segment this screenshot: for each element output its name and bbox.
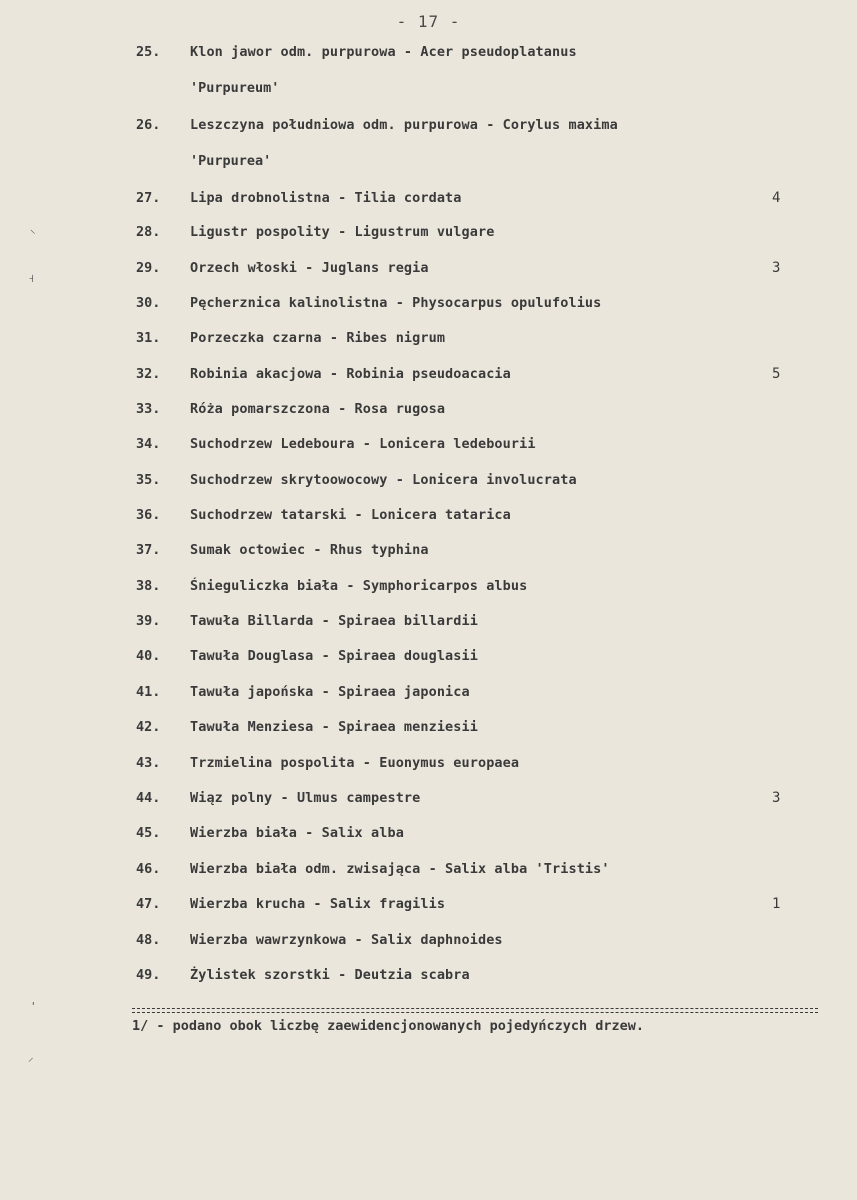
item-text: Wiąz polny - Ulmus campestre (190, 790, 421, 806)
item-number: 34. (136, 436, 161, 452)
item-number: 27. (136, 190, 161, 206)
item-number: 31. (136, 330, 161, 346)
list-item (0, 932, 857, 962)
list-item (0, 295, 857, 325)
page-number: - 17 - (396, 12, 461, 31)
item-count: 1 (772, 896, 781, 912)
list-item (0, 861, 857, 891)
item-text: Śnieguliczka biała - Symphoricarpos albus (190, 578, 528, 594)
item-text: Suchodrzew Ledeboura - Lonicera ledebourii (190, 436, 536, 452)
item-text: Orzech włoski - Juglans regia (190, 260, 429, 276)
list-item (0, 190, 857, 220)
item-text: Robinia akacjowa - Robinia pseudoacacia (190, 366, 511, 382)
item-text: Tawuła Douglasa - Spiraea douglasii (190, 648, 478, 664)
item-continuation: 'Purpurea' (190, 153, 272, 169)
item-text: Suchodrzew tatarski - Lonicera tatarica (190, 507, 511, 523)
item-number: 46. (136, 861, 161, 877)
item-text: Lipa drobnolistna - Tilia cordata (190, 190, 462, 206)
item-text: Ligustr pospolity - Ligustrum vulgare (190, 224, 495, 240)
list-item (0, 648, 857, 678)
item-number: 26. (136, 117, 161, 133)
item-text: Wierzba krucha - Salix fragilis (190, 896, 446, 912)
list-item (0, 613, 857, 643)
list-item (0, 436, 857, 466)
item-number: 28. (136, 224, 161, 240)
item-text: Leszczyna południowa odm. purpurowa - Corylus maxima (190, 117, 618, 133)
list-item (0, 401, 857, 431)
list-item (0, 825, 857, 855)
item-number: 30. (136, 295, 161, 311)
item-number: 42. (136, 719, 161, 735)
item-continuation: 'Purpureum' (190, 80, 280, 96)
item-number: 44. (136, 790, 161, 806)
item-number: 39. (136, 613, 161, 629)
item-number: 36. (136, 507, 161, 523)
item-number: 33. (136, 401, 161, 417)
list-item (0, 790, 857, 820)
item-text: Sumak octowiec - Rhus typhina (190, 542, 429, 558)
item-text: Tawuła Billarda - Spiraea billardii (190, 613, 478, 629)
list-item (0, 44, 857, 74)
item-count: 3 (772, 260, 781, 276)
item-count: 3 (772, 790, 781, 806)
list-item (0, 896, 857, 926)
list-item (0, 366, 857, 396)
item-number: 41. (136, 684, 161, 700)
item-text: Wierzba biała - Salix alba (190, 825, 404, 841)
list-item (0, 472, 857, 502)
item-number: 29. (136, 260, 161, 276)
margin-mark: ˧ (28, 272, 35, 285)
list-item (0, 755, 857, 785)
list-item (0, 719, 857, 749)
item-number: 40. (136, 648, 161, 664)
item-text: Suchodrzew skrytoowocowy - Lonicera involucrata (190, 472, 577, 488)
margin-mark: ⸝ (28, 1051, 34, 1064)
item-number: 35. (136, 472, 161, 488)
item-text: Klon jawor odm. purpurowa - Acer pseudoplatanus (190, 44, 577, 60)
footnote: 1/ - podano obok liczbę zaewidencjonowanych pojedyńczych drzew. (132, 1018, 645, 1034)
separator-rule (132, 1008, 818, 1013)
list-item (0, 542, 857, 572)
list-item (0, 260, 857, 290)
item-number: 43. (136, 755, 161, 771)
item-text: Żylistek szorstki - Deutzia scabra (190, 967, 470, 983)
item-number: 47. (136, 896, 161, 912)
item-number: 32. (136, 366, 161, 382)
list-item (0, 330, 857, 360)
item-text: Trzmielina pospolita - Euonymus europaea (190, 755, 520, 771)
item-count: 4 (772, 190, 781, 206)
item-text: Tawuła Menziesa - Spiraea menziesii (190, 719, 478, 735)
item-number: 45. (136, 825, 161, 841)
item-text: Wierzba biała odm. zwisająca - Salix alba 'Tristis' (190, 861, 610, 877)
list-item (0, 224, 857, 254)
margin-mark: ' (30, 1000, 37, 1013)
list-item (0, 967, 857, 997)
list-item (0, 684, 857, 714)
list-item (0, 507, 857, 537)
margin-mark: ⸜ (30, 223, 36, 236)
item-number: 37. (136, 542, 161, 558)
item-text: Pęcherznica kalinolistna - Physocarpus opulufolius (190, 295, 602, 311)
item-number: 48. (136, 932, 161, 948)
item-count: 5 (772, 366, 781, 382)
item-text: Róża pomarszczona - Rosa rugosa (190, 401, 446, 417)
item-text: Wierzba wawrzynkowa - Salix daphnoides (190, 932, 503, 948)
list-item (0, 578, 857, 608)
item-number: 49. (136, 967, 161, 983)
item-number: 25. (136, 44, 161, 60)
item-number: 38. (136, 578, 161, 594)
item-text: Tawuła japońska - Spiraea japonica (190, 684, 470, 700)
list-item (0, 117, 857, 147)
item-text: Porzeczka czarna - Ribes nigrum (190, 330, 446, 346)
